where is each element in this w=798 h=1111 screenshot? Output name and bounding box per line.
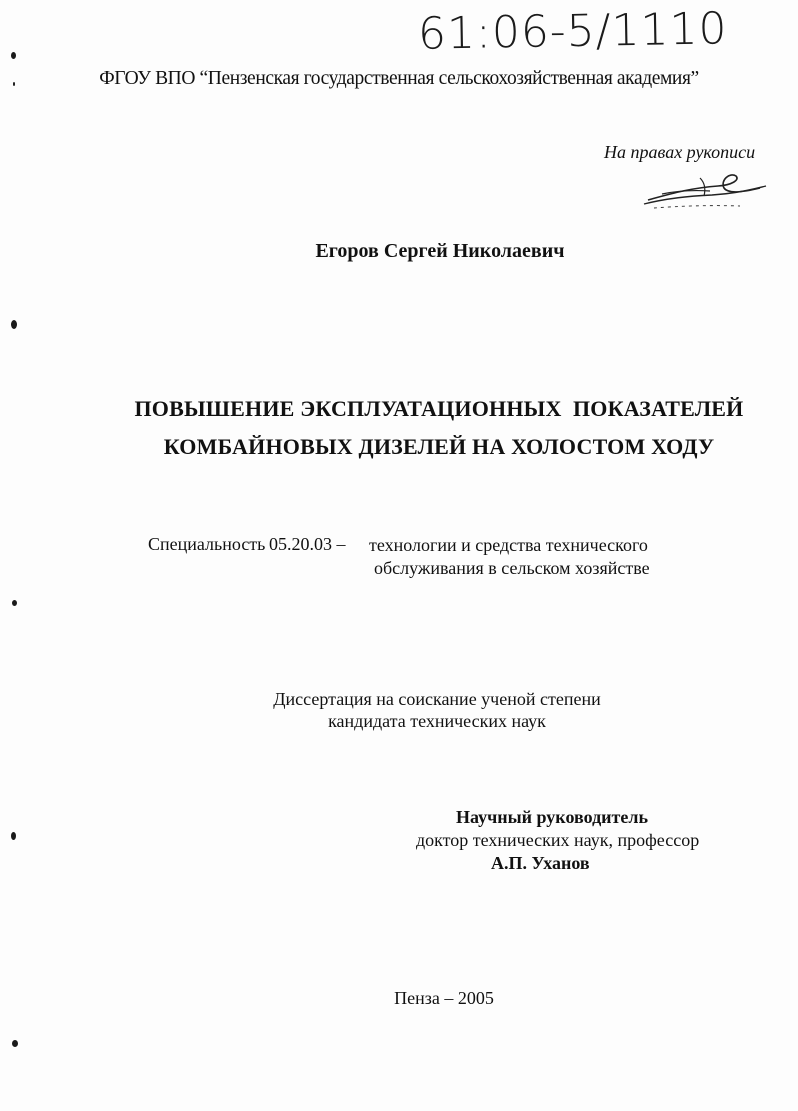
degree-statement-line-1: Диссертация на соискание ученой степени [273,689,601,709]
author-name: Егоров Сергей Николаевич [315,240,565,262]
specialty-description-line-2: обслуживания в сельском хозяйстве [374,558,650,578]
scan-speck [11,320,17,329]
degree-statement-line-2: кандидата технических наук [328,711,546,731]
supervisor-label: Научный руководитель [456,807,648,827]
signature-icon [640,166,770,212]
title-line-2: КОМБАЙНОВЫХ ДИЗЕЛЕЙ НА ХОЛОСТОМ ХОДУ [163,434,715,459]
specialty-label: Специальность [148,534,266,554]
degree-statement [0,688,798,732]
scan-speck [13,82,15,86]
specialty-description-line-1: технологии и средства технического [369,535,648,555]
specialty-description [369,534,650,580]
scan-speck [12,600,17,606]
specialty-code: 05.20.03 – [269,534,346,554]
scan-speck [11,832,16,840]
archive-stamp: 61:06-5/1110 [417,3,728,60]
title-line-1: ПОВЫШЕНИЕ ЭКСПЛУАТАЦИОННЫХ ПОКАЗАТЕЛЕЙ [134,396,744,421]
scan-speck [12,1040,18,1047]
scan-speck [11,52,16,59]
supervisor-degree: доктор технических наук, профессор [416,830,700,850]
supervisor-name: А.П. Уханов [491,853,590,873]
city-year: Пенза – 2005 [394,988,494,1008]
institution-name: ФГОУ ВПО “Пензенская государственная сельскохозяйственная академия” [99,68,699,89]
manuscript-rights-note: На правах рукописи [604,142,756,162]
dissertation-title [0,390,798,466]
